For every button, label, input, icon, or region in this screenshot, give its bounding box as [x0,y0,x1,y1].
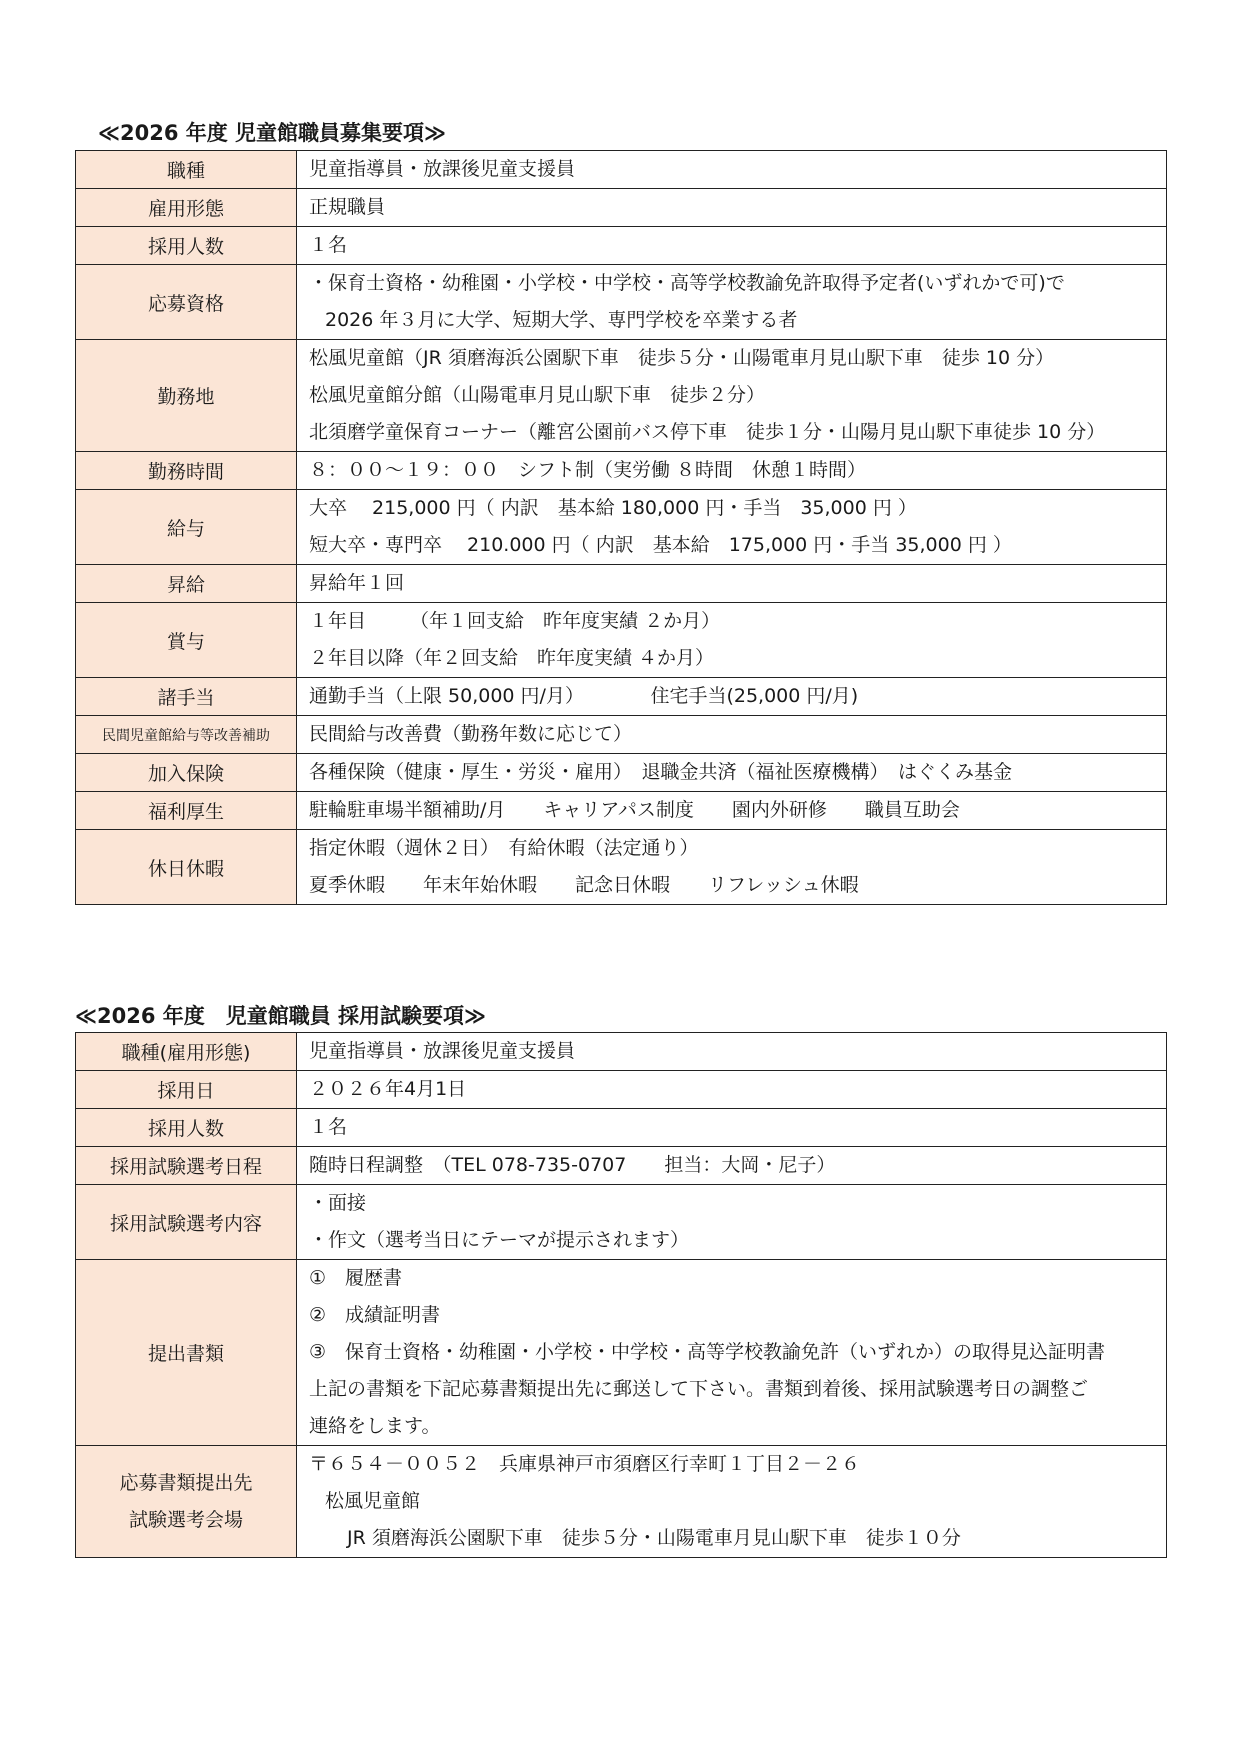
row-text: 短大卒・専門卒 210.000 円（ 内訳 基本給 175,000 円・手当 35,000 円 ） [309,534,1012,556]
row-value [297,754,1167,792]
row-value [297,452,1167,490]
row-text: ・作文（選考当日にテーマが提示されます） [309,1229,690,1251]
row-label: 賞与 [76,603,297,678]
table-row [76,452,1167,490]
row-text: 通勤手当（上限 50,000 円/月） 住宅手当(25,000 円/月) [309,685,859,707]
row-label: 給与 [76,490,297,565]
recruitment-table [75,150,1167,905]
row-value [297,189,1167,227]
row-value [297,340,1167,452]
table-row [76,603,1167,678]
table-row [76,265,1167,340]
row-label: 採用試験選考日程 [76,1147,297,1185]
row-text: 指定休暇（週休２日） 有給休暇（法定通り） [309,837,699,859]
row-text: 松風児童館（JR 須磨海浜公園駅下車 徒歩５分・山陽電車月見山駅下車 徒歩 10 分） [309,347,1055,369]
row-value [297,1071,1167,1109]
table-row [76,1147,1167,1185]
row-text: 〒６５４－００５２ 兵庫県神戸市須磨区行幸町１丁目２－２６ [309,1453,861,1475]
row-label: 勤務地 [76,340,297,452]
row-label: 採用人数 [76,227,297,265]
table-row [76,1185,1167,1260]
row-text: 松風児童館分館（山陽電車月見山駅下車 徒歩２分） [309,384,766,406]
row-value [297,490,1167,565]
row-label: 職種 [76,151,297,189]
table-row [76,716,1167,754]
table-row [76,1446,1167,1558]
table-row [76,151,1167,189]
row-label: 採用日 [76,1071,297,1109]
table-row [76,678,1167,716]
row-text: １年目 （年１回支給 昨年度実績 ２か月） [309,610,721,632]
row-label: 民間児童館給与等改善補助 [76,716,297,754]
row-text: ８：００～１９：００ シフト制（実労働 ８時間 休憩１時間） [309,459,867,481]
row-text: 正規職員 [309,196,386,218]
row-label: 諸手当 [76,678,297,716]
row-label: 雇用形態 [76,189,297,227]
table-row [76,340,1167,452]
table-row [76,189,1167,227]
row-value [297,1185,1167,1260]
recruitment-title: ≪2026 年度 児童館職員募集要項≫ [98,121,447,145]
row-label: 勤務時間 [76,452,297,490]
row-text: ２年目以降（年２回支給 昨年度実績 ４か月） [309,647,715,669]
row-value [297,678,1167,716]
row-label: 休日休暇 [76,830,297,905]
row-text: 各種保険（健康・厚生・労災・雇用） 退職金共済（福祉医療機構） はぐくみ基金 [309,761,1013,783]
table-row [76,1033,1167,1071]
row-label: 採用試験選考内容 [76,1185,297,1260]
row-value [297,151,1167,189]
row-text: ③ 保育士資格・幼稚園・小学校・中学校・高等学校教諭免許（いずれか）の取得見込証明書 [309,1341,1106,1363]
row-text: ・保育士資格・幼稚園・小学校・中学校・高等学校教諭免許取得予定者(いずれかで可)で [309,272,1065,294]
table-row [76,1109,1167,1147]
row-text: ２０２６年4月1日 [309,1078,467,1100]
row-label: 福利厚生 [76,792,297,830]
row-label: 職種(雇用形態) [76,1033,297,1071]
row-text: １名 [309,1116,348,1138]
row-value [297,1260,1167,1446]
row-text: 駐輪駐車場半額補助/月 キャリアパス制度 園内外研修 職員互助会 [309,799,960,821]
row-label: 応募資格 [76,265,297,340]
row-text: JR 須磨海浜公園駅下車 徒歩５分・山陽電車月見山駅下車 徒歩１０分 [347,1527,961,1549]
exam-table [75,1032,1167,1558]
row-text: 随時日程調整 （TEL 078-735-0707 担当：大岡・尼子） [309,1154,836,1176]
row-label: 昇給 [76,565,297,603]
table-row [76,830,1167,905]
row-text: １名 [309,234,348,256]
row-value [297,1446,1167,1558]
row-text: ① 履歴書 [309,1267,403,1289]
row-text: 上記の書類を下記応募書類提出先に郵送して下さい。書類到着後、採用試験選考日の調整ご [309,1378,1089,1400]
row-value [297,830,1167,905]
table-row [76,1260,1167,1446]
table-row [76,227,1167,265]
row-value [297,603,1167,678]
row-text: ・面接 [309,1192,367,1214]
row-text: 夏季休暇 年末年始休暇 記念日休暇 リフレッシュ休暇 [309,874,859,896]
table-row [76,754,1167,792]
row-value [297,227,1167,265]
row-text: 松風児童館 [325,1490,421,1512]
table-row [76,1071,1167,1109]
row-label-line: 試験選考会場 [128,1508,243,1531]
table-row [76,490,1167,565]
row-text: 連絡をします。 [309,1415,441,1437]
exam-title: ≪2026 年度 児童館職員 採用試験要項≫ [75,1004,487,1028]
row-label [76,1446,297,1558]
row-text: 大卒 215,000 円（ 内訳 基本給 180,000 円・手当 35,000 円 ） [309,497,917,519]
row-text: 児童指導員・放課後児童支援員 [309,158,576,180]
table-row [76,565,1167,603]
row-value [297,1147,1167,1185]
row-value [297,1109,1167,1147]
row-label: 提出書類 [76,1260,297,1446]
row-text: ② 成績証明書 [309,1304,441,1326]
row-value [297,565,1167,603]
row-label: 採用人数 [76,1109,297,1147]
row-text: 2026 年３月に大学、短期大学、専門学校を卒業する者 [325,309,798,331]
row-text: 昇給年１回 [309,572,405,594]
row-text: 児童指導員・放課後児童支援員 [309,1040,576,1062]
row-label: 加入保険 [76,754,297,792]
row-text: 民間給与改善費（勤務年数に応じて） [309,723,633,745]
row-value [297,716,1167,754]
row-value [297,792,1167,830]
table-row [76,792,1167,830]
row-value [297,265,1167,340]
row-value [297,1033,1167,1071]
row-label-line: 応募書類提出先 [119,1471,253,1494]
row-text: 北須磨学童保育コーナー（離宮公園前バス停下車 徒歩１分・山陽月見山駅下車徒歩 10 分） [309,421,1106,443]
